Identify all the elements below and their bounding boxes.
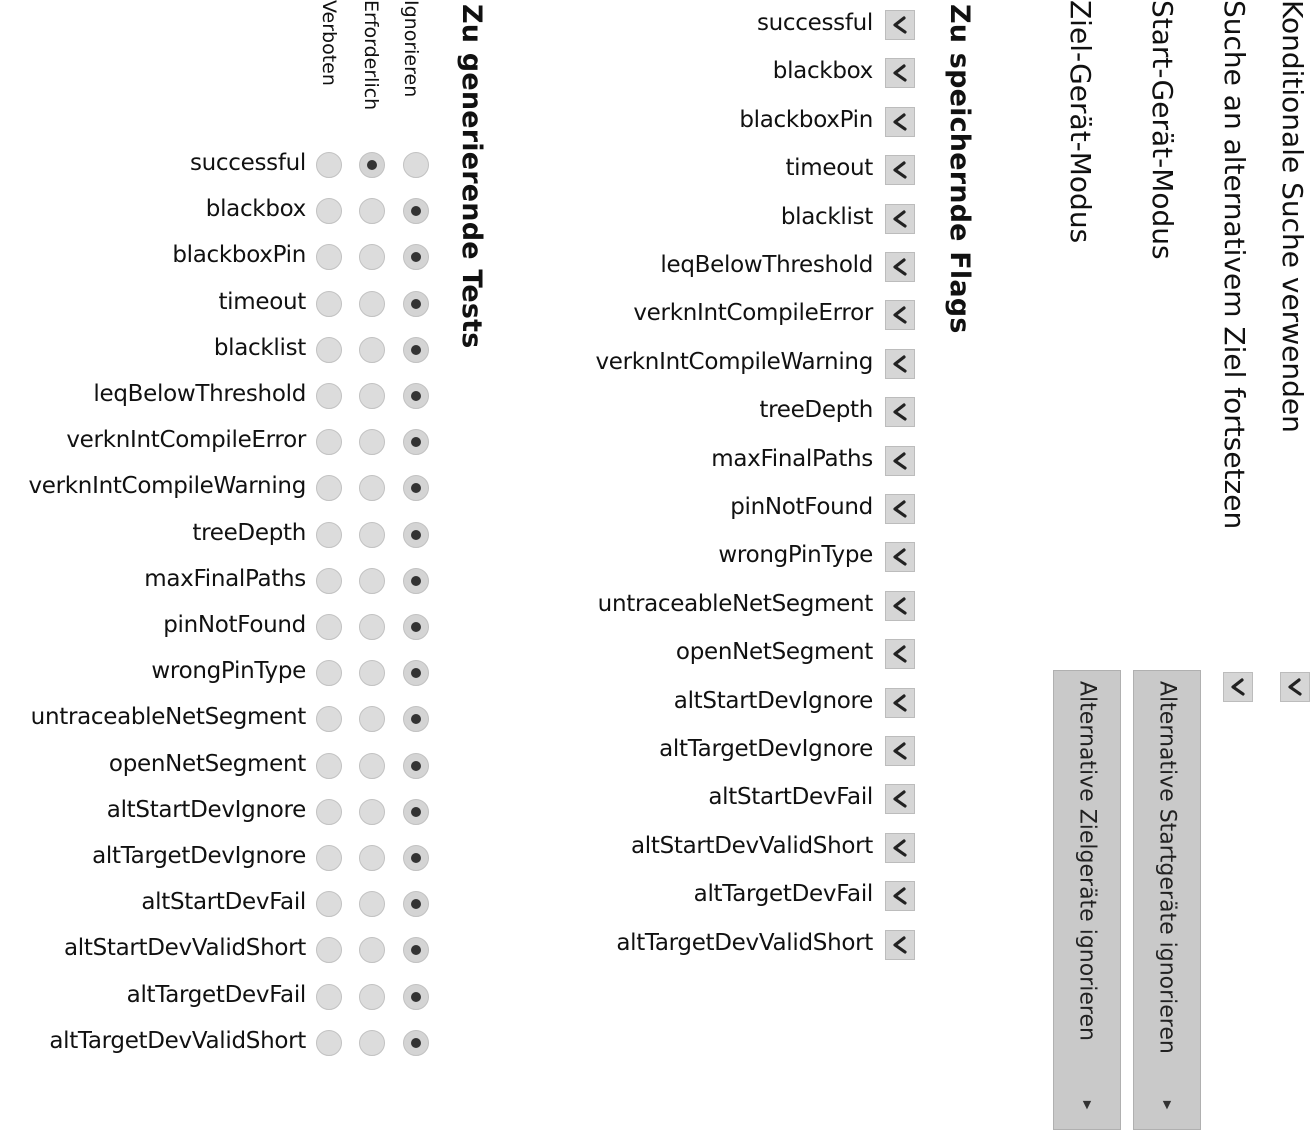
tests-row-label: blacklist bbox=[213, 334, 306, 361]
tests-row-label: altStartDevIgnore bbox=[106, 796, 306, 823]
tests-row-label: altStartDevFail bbox=[141, 889, 306, 916]
flag-checkbox[interactable] bbox=[885, 494, 915, 524]
flag-checkbox[interactable] bbox=[885, 930, 915, 960]
radio-ignorieren[interactable] bbox=[403, 522, 429, 548]
tests-row-label: wrongPinType bbox=[151, 658, 306, 685]
radio-ignorieren[interactable] bbox=[403, 660, 429, 686]
radio-erforderlich[interactable] bbox=[359, 244, 385, 270]
checkmark-icon bbox=[889, 643, 911, 665]
radio-erforderlich[interactable] bbox=[359, 568, 385, 594]
target-device-mode-dropdown[interactable] bbox=[1053, 670, 1121, 1130]
flags-row-label: altStartDevIgnore bbox=[673, 687, 873, 714]
radio-verboten[interactable] bbox=[316, 706, 342, 732]
flags-row-label: altTargetDevValidShort bbox=[616, 929, 873, 956]
radio-erforderlich[interactable] bbox=[359, 845, 385, 871]
flags-row-label: successful bbox=[756, 10, 873, 36]
radio-erforderlich[interactable] bbox=[359, 753, 385, 779]
conditional-search-checkbox[interactable] bbox=[1280, 672, 1310, 702]
checkmark-icon bbox=[889, 304, 911, 326]
tests-row-label: blackboxPin bbox=[172, 242, 306, 269]
checkmark-icon bbox=[889, 885, 911, 907]
tests-row-label: leqBelowThreshold bbox=[93, 381, 306, 407]
radio-erforderlich[interactable] bbox=[359, 337, 385, 363]
flags-row-label: wrongPinType bbox=[718, 542, 873, 569]
radio-verboten[interactable] bbox=[316, 337, 342, 363]
radio-ignorieren[interactable] bbox=[403, 568, 429, 594]
flags-row-label: blacklist bbox=[780, 203, 873, 230]
tests-row-label: altTargetDevIgnore bbox=[92, 843, 306, 869]
chevron-down-icon: ▼ bbox=[1162, 1098, 1172, 1111]
flag-checkbox[interactable] bbox=[885, 833, 915, 863]
checkmark-icon bbox=[889, 692, 911, 714]
radio-erforderlich[interactable] bbox=[359, 937, 385, 963]
flags-row-label: leqBelowThreshold bbox=[660, 252, 873, 278]
flag-checkbox[interactable] bbox=[885, 252, 915, 282]
checkmark-icon bbox=[889, 934, 911, 956]
checkmark-icon bbox=[889, 159, 911, 181]
radio-ignorieren[interactable] bbox=[403, 337, 429, 363]
radio-erforderlich[interactable] bbox=[359, 291, 385, 317]
tests-row-label: verknIntCompileError bbox=[66, 427, 306, 454]
radio-verboten[interactable] bbox=[316, 799, 342, 825]
checkmark-icon bbox=[889, 595, 911, 617]
radio-erforderlich[interactable] bbox=[359, 660, 385, 686]
radio-verboten[interactable] bbox=[316, 984, 342, 1010]
start-device-mode-dropdown[interactable] bbox=[1133, 670, 1201, 1130]
flag-checkbox[interactable] bbox=[885, 591, 915, 621]
flags-row-label: verknIntCompileError bbox=[633, 300, 873, 327]
continue-alt-target-label: Suche an alternativem Ziel fortsetzen bbox=[1218, 0, 1251, 530]
radio-verboten[interactable] bbox=[316, 753, 342, 779]
flags-row-label: altTargetDevIgnore bbox=[659, 736, 873, 762]
radio-ignorieren[interactable] bbox=[403, 429, 429, 455]
flags-row-label: pinNotFound bbox=[730, 494, 873, 520]
radio-verboten[interactable] bbox=[316, 198, 342, 224]
checkmark-icon bbox=[889, 14, 911, 36]
flag-checkbox[interactable] bbox=[885, 688, 915, 718]
radio-verboten[interactable] bbox=[316, 429, 342, 455]
radio-ignorieren[interactable] bbox=[403, 706, 429, 732]
flags-section-title: Zu speichernde Flags bbox=[944, 4, 975, 334]
radio-ignorieren[interactable] bbox=[403, 291, 429, 317]
radio-erforderlich[interactable] bbox=[359, 984, 385, 1010]
radio-ignorieren[interactable] bbox=[403, 152, 429, 178]
tests-row-label: altTargetDevFail bbox=[126, 981, 306, 1008]
radio-verboten[interactable] bbox=[316, 660, 342, 686]
radio-ignorieren[interactable] bbox=[403, 383, 429, 409]
flag-checkbox[interactable] bbox=[885, 155, 915, 185]
radio-ignorieren[interactable] bbox=[403, 198, 429, 224]
checkmark-icon bbox=[889, 546, 911, 568]
flag-checkbox[interactable] bbox=[885, 639, 915, 669]
tests-row-label: verknIntCompileWarning bbox=[28, 473, 306, 500]
flags-row-label: altTargetDevFail bbox=[693, 881, 873, 908]
flag-checkbox[interactable] bbox=[885, 736, 915, 766]
tests-row-label: altStartDevValidShort bbox=[63, 935, 306, 962]
radio-ignorieren[interactable] bbox=[403, 753, 429, 779]
flags-row-label: altStartDevFail bbox=[708, 784, 873, 811]
column-header-verboten: Verboten bbox=[318, 0, 340, 86]
radio-verboten[interactable] bbox=[316, 614, 342, 640]
radio-verboten[interactable] bbox=[316, 291, 342, 317]
radio-ignorieren[interactable] bbox=[403, 984, 429, 1010]
radio-verboten[interactable] bbox=[316, 937, 342, 963]
flag-checkbox[interactable] bbox=[885, 58, 915, 88]
flags-row-label: verknIntCompileWarning bbox=[595, 348, 873, 375]
radio-ignorieren[interactable] bbox=[403, 1030, 429, 1056]
checkmark-icon bbox=[889, 256, 911, 278]
radio-verboten[interactable] bbox=[316, 568, 342, 594]
radio-erforderlich[interactable] bbox=[359, 522, 385, 548]
flag-checkbox[interactable] bbox=[885, 204, 915, 234]
target-device-mode-label: Ziel-Gerät-Modus bbox=[1064, 0, 1097, 244]
checkmark-icon bbox=[889, 837, 911, 859]
checkmark-icon bbox=[889, 208, 911, 230]
flags-row-label: blackboxPin bbox=[739, 106, 873, 133]
checkmark-icon bbox=[889, 111, 911, 133]
radio-ignorieren[interactable] bbox=[403, 244, 429, 270]
continue-alt-target-checkbox[interactable] bbox=[1223, 672, 1253, 702]
tests-row-label: maxFinalPaths bbox=[144, 565, 306, 592]
flags-row-label: openNetSegment bbox=[675, 639, 873, 666]
tests-row-label: untraceableNetSegment bbox=[30, 704, 306, 731]
tests-row-label: pinNotFound bbox=[163, 612, 306, 638]
flag-checkbox[interactable] bbox=[885, 107, 915, 137]
radio-verboten[interactable] bbox=[316, 475, 342, 501]
radio-erforderlich[interactable] bbox=[359, 198, 385, 224]
radio-ignorieren[interactable] bbox=[403, 845, 429, 871]
radio-ignorieren[interactable] bbox=[403, 475, 429, 501]
radio-erforderlich[interactable] bbox=[359, 614, 385, 640]
flags-row-label: timeout bbox=[785, 155, 873, 182]
radio-erforderlich[interactable] bbox=[359, 429, 385, 455]
radio-ignorieren[interactable] bbox=[403, 799, 429, 825]
radio-verboten[interactable] bbox=[316, 522, 342, 548]
radio-ignorieren[interactable] bbox=[403, 937, 429, 963]
radio-erforderlich[interactable] bbox=[359, 1030, 385, 1056]
flag-checkbox[interactable] bbox=[885, 542, 915, 572]
column-header-erforderlich: Erforderlich bbox=[360, 0, 382, 111]
radio-verboten[interactable] bbox=[316, 845, 342, 871]
radio-erforderlich[interactable] bbox=[359, 475, 385, 501]
radio-erforderlich[interactable] bbox=[359, 891, 385, 917]
flags-row-label: blackbox bbox=[772, 58, 873, 85]
radio-verboten[interactable] bbox=[316, 891, 342, 917]
radio-erforderlich[interactable] bbox=[359, 383, 385, 409]
radio-erforderlich[interactable] bbox=[359, 706, 385, 732]
flag-checkbox[interactable] bbox=[885, 784, 915, 814]
flag-checkbox[interactable] bbox=[885, 397, 915, 427]
checkmark-icon bbox=[889, 498, 911, 520]
start-device-mode-label: Start-Gerät-Modus bbox=[1146, 0, 1179, 260]
flag-checkbox[interactable] bbox=[885, 446, 915, 476]
tests-row-label: treeDepth bbox=[192, 519, 306, 546]
tests-row-label: altTargetDevValidShort bbox=[49, 1027, 306, 1054]
conditional-search-label: Konditionale Suche verwenden bbox=[1276, 0, 1309, 433]
flag-checkbox[interactable] bbox=[885, 349, 915, 379]
flag-checkbox[interactable] bbox=[885, 10, 915, 40]
checkmark-icon bbox=[889, 62, 911, 84]
checkmark-icon bbox=[1284, 676, 1306, 698]
column-header-ignorieren: Ignorieren bbox=[400, 0, 422, 98]
flags-row-label: untraceableNetSegment bbox=[597, 590, 873, 617]
radio-verboten[interactable] bbox=[316, 152, 342, 178]
radio-erforderlich[interactable] bbox=[359, 152, 385, 178]
tests-row-label: successful bbox=[189, 150, 306, 176]
flag-checkbox[interactable] bbox=[885, 300, 915, 330]
chevron-down-icon: ▼ bbox=[1082, 1098, 1092, 1111]
tests-row-label: timeout bbox=[218, 288, 306, 315]
radio-ignorieren[interactable] bbox=[403, 614, 429, 640]
start-device-mode-value: Alternative Startgeräte ignorieren bbox=[1154, 681, 1180, 1054]
target-device-mode-value: Alternative Zielgeräte ignorieren bbox=[1074, 681, 1100, 1041]
checkmark-icon bbox=[889, 788, 911, 810]
checkmark-icon bbox=[1227, 676, 1249, 698]
flags-row-label: maxFinalPaths bbox=[711, 445, 873, 472]
checkmark-icon bbox=[889, 740, 911, 762]
tests-section-title: Zu generierende Tests bbox=[456, 4, 487, 349]
tests-row-label: openNetSegment bbox=[108, 750, 306, 777]
radio-verboten[interactable] bbox=[316, 244, 342, 270]
checkmark-icon bbox=[889, 353, 911, 375]
checkmark-icon bbox=[889, 450, 911, 472]
flags-row-label: treeDepth bbox=[759, 397, 873, 424]
radio-ignorieren[interactable] bbox=[403, 891, 429, 917]
flag-checkbox[interactable] bbox=[885, 881, 915, 911]
radio-verboten[interactable] bbox=[316, 1030, 342, 1056]
tests-row-label: blackbox bbox=[205, 196, 306, 223]
radio-erforderlich[interactable] bbox=[359, 799, 385, 825]
radio-verboten[interactable] bbox=[316, 383, 342, 409]
checkmark-icon bbox=[889, 401, 911, 423]
flags-row-label: altStartDevValidShort bbox=[630, 832, 873, 859]
